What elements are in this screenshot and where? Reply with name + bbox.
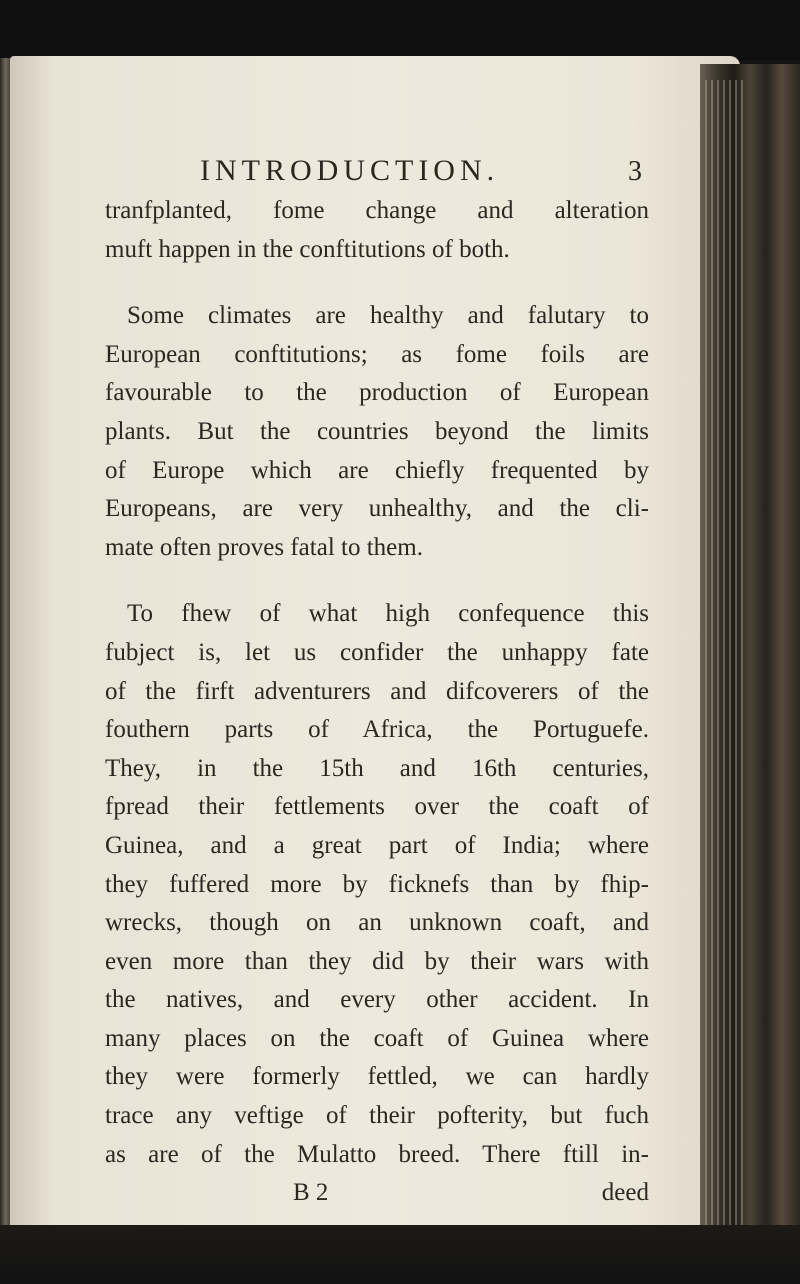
page-edges-stack [705, 80, 745, 1240]
text-line: of Europe which are chiefly frequented by [105, 456, 649, 484]
catchword: deed [601, 1179, 649, 1207]
text-line: trace any veftige of their pofterity, but fuch [105, 1102, 649, 1130]
text-line: fouthern parts of Africa, the Portuguefe. [105, 716, 649, 744]
text-line: Guinea, and a great part of India; where [105, 831, 649, 859]
text-line: many places on the coaft of Guinea where [105, 1024, 649, 1052]
text-line: muft happen in the conftitutions of both. [105, 235, 510, 263]
text-line: European conftitutions; as fome foils are [105, 340, 649, 368]
running-head: INTRODUCTION. [200, 154, 500, 187]
text-line: To fhew of what high confequence this [127, 600, 649, 628]
text-line: fubject is, let us confider the unhappy fate [105, 638, 649, 666]
body-text [105, 192, 649, 1213]
text-line: They, in the 15th and 16th centuries, [105, 754, 649, 782]
text-line: fpread their fettlements over the coaft of [105, 793, 649, 821]
text-line: as are of the Mulatto breed. There ftill in- [105, 1140, 649, 1168]
paragraph [105, 297, 649, 567]
paragraph [105, 192, 649, 269]
signature-mark: B 2 [293, 1179, 329, 1207]
page-number: 3 [628, 156, 642, 187]
text-line: wrecks, though on an unknown coaft, and [105, 909, 649, 937]
scanner-background [0, 0, 800, 60]
text-line: they fuffered more by ficknefs than by fhip- [105, 870, 649, 898]
page-header [172, 148, 642, 198]
page-footer [105, 1174, 649, 1213]
text-line: of the firft adventurers and difcoverers of the [105, 677, 649, 705]
scanner-bottom [0, 1225, 800, 1284]
text-line: the natives, and every other accident. In [105, 986, 649, 1014]
text-line: mate often proves fatal to them. [105, 533, 423, 561]
text-line: Europeans, are very unhealthy, and the cli- [105, 495, 649, 523]
paragraph [105, 595, 649, 1174]
text-line: favourable to the production of European [105, 379, 649, 407]
text-line: Some climates are healthy and falutary to [127, 302, 649, 330]
text-line: they were formerly fettled, we can hardly [105, 1063, 649, 1091]
text-line: tranfplanted, fome change and alteration [105, 197, 649, 224]
text-line: even more than they did by their wars with [105, 947, 649, 975]
text-line: plants. But the countries beyond the limits [105, 417, 649, 445]
